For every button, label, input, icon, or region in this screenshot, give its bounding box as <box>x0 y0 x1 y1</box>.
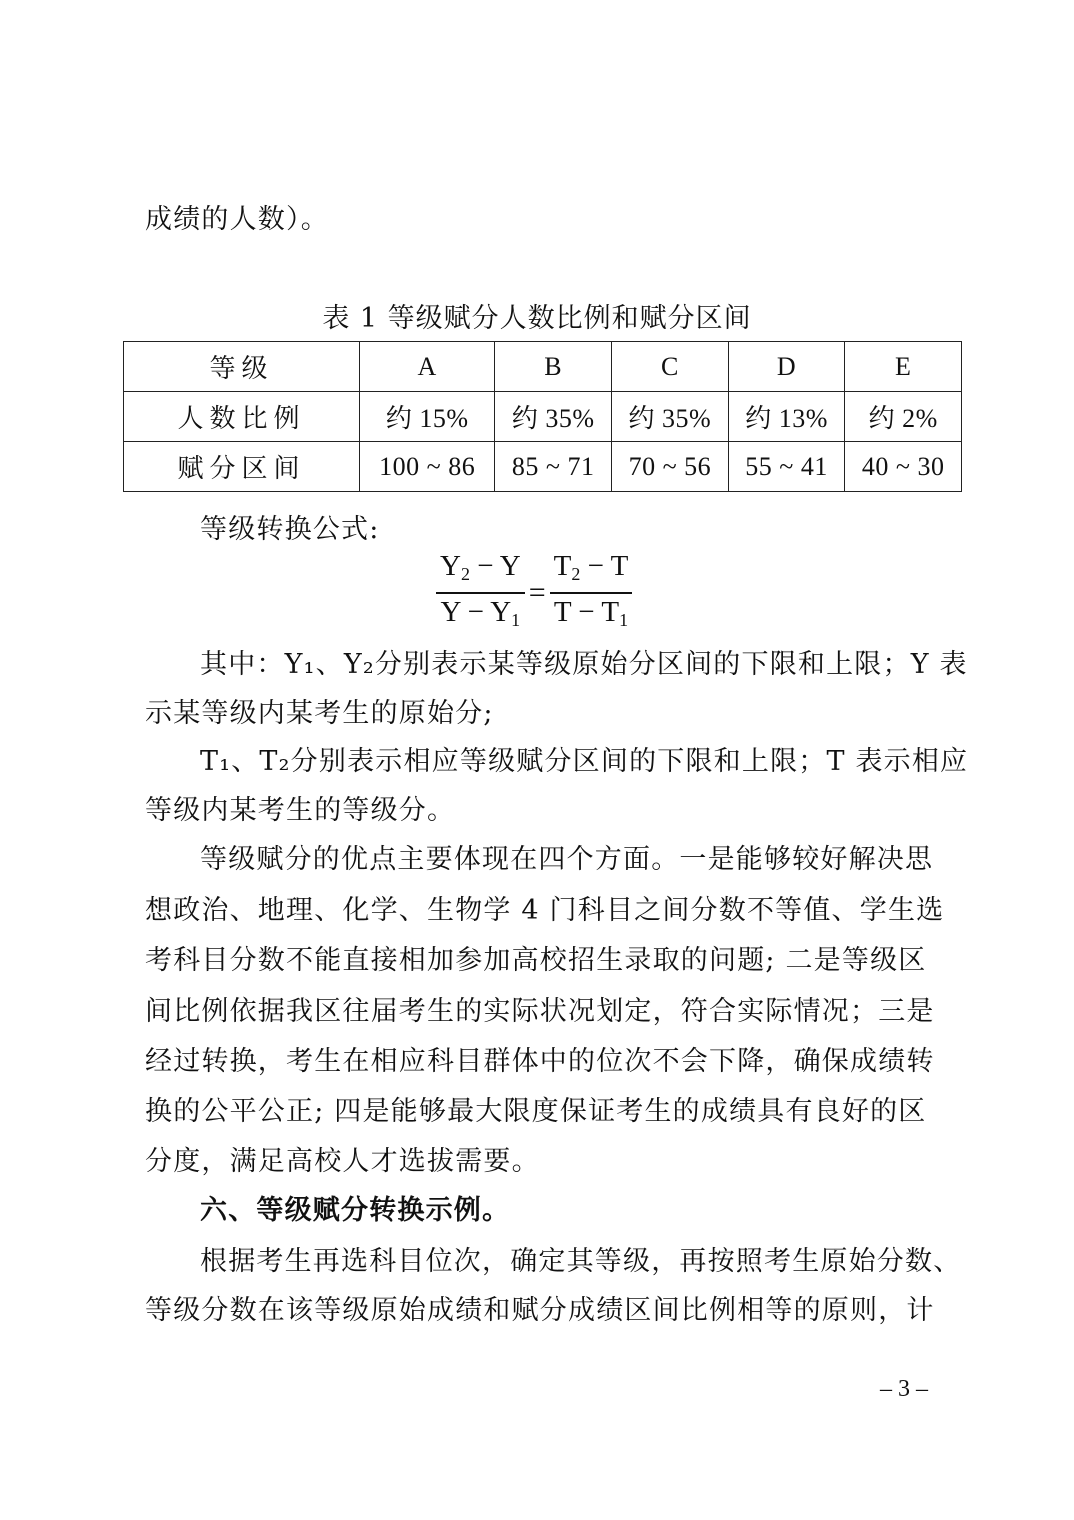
right-numerator: $T_2 - T$ <box>553 550 629 584</box>
table-cell: 40 ~ 30 <box>845 442 962 492</box>
row-label: 赋分区间 <box>124 442 360 492</box>
paragraph-line: 等级分数在该等级原始成绩和赋分成绩区间比例相等的原则，计 <box>145 1295 935 1326</box>
table-cell: 约 35% <box>612 392 729 442</box>
left-numerator: $Y_2 - Y$ <box>440 550 521 584</box>
table-cell: 70 ~ 56 <box>612 442 729 492</box>
table-row-grade <box>124 342 962 392</box>
paragraph-line: 根据考生再选科目位次，确定其等级，再按照考生原始分数、 <box>200 1246 962 1277</box>
paragraph-line: 等级赋分的优点主要体现在四个方面。一是能够较好解决思 <box>200 844 934 875</box>
right-denominator: $T - T_1$ <box>553 596 629 630</box>
table-cell: 55 ~ 41 <box>728 442 845 492</box>
right-fraction <box>550 548 633 638</box>
row-label: 等级 <box>124 342 360 392</box>
paragraph-line: 其中：Y₁、Y₂分别表示某等级原始分区间的下限和上限；Y 表 <box>200 649 968 680</box>
equals-sign: = <box>528 576 546 609</box>
left-denominator: $Y - Y_1$ <box>440 596 521 630</box>
paragraph-line: 分度，满足高校人才选拔需要。 <box>145 1146 540 1177</box>
grade-table <box>123 341 962 492</box>
paragraph-line: 间比例依据我区往届考生的实际状况划定，符合实际情况；三是 <box>145 996 935 1027</box>
row-label: 人数比例 <box>124 392 360 442</box>
paragraph-line: 想政治、地理、化学、生物学 4 门科目之间分数不等值、学生选 <box>145 895 945 926</box>
table-cell: 约 35% <box>495 392 612 442</box>
table-cell: 85 ~ 71 <box>495 442 612 492</box>
table-caption: 表 1 等级赋分人数比例和赋分区间 <box>322 303 752 334</box>
paragraph-line: 等级内某考生的等级分。 <box>145 795 456 826</box>
conversion-formula <box>436 548 632 638</box>
paragraph-line: 考科目分数不能直接相加参加高校招生录取的问题; 二是等级区 <box>145 945 927 976</box>
paragraph-line: 换的公平公正; 四是能够最大限度保证考生的成绩具有良好的区 <box>145 1096 927 1127</box>
table-cell: E <box>845 342 962 392</box>
paragraph-line: T₁、T₂分别表示相应等级赋分区间的下限和上限；T 表示相应 <box>200 746 969 777</box>
table-cell: A <box>360 342 495 392</box>
page-number: – 3 – <box>880 1376 928 1402</box>
table-cell: 约 15% <box>360 392 495 442</box>
formula-label: 等级转换公式: <box>200 514 380 545</box>
intro-line: 成绩的人数）。 <box>145 204 329 235</box>
table-cell: D <box>728 342 845 392</box>
table-cell: B <box>495 342 612 392</box>
paragraph-line: 示某等级内某考生的原始分; <box>145 698 494 729</box>
section-heading: 六、等级赋分转换示例。 <box>200 1195 511 1226</box>
left-fraction <box>436 548 525 638</box>
table-row-ratio <box>124 392 962 442</box>
table-cell: 约 13% <box>728 392 845 442</box>
table-cell: 100 ~ 86 <box>360 442 495 492</box>
paragraph-line: 经过转换，考生在相应科目群体中的位次不会下降，确保成绩转 <box>145 1046 935 1077</box>
table-cell: 约 2% <box>845 392 962 442</box>
table-cell: C <box>612 342 729 392</box>
table-row-range <box>124 442 962 492</box>
